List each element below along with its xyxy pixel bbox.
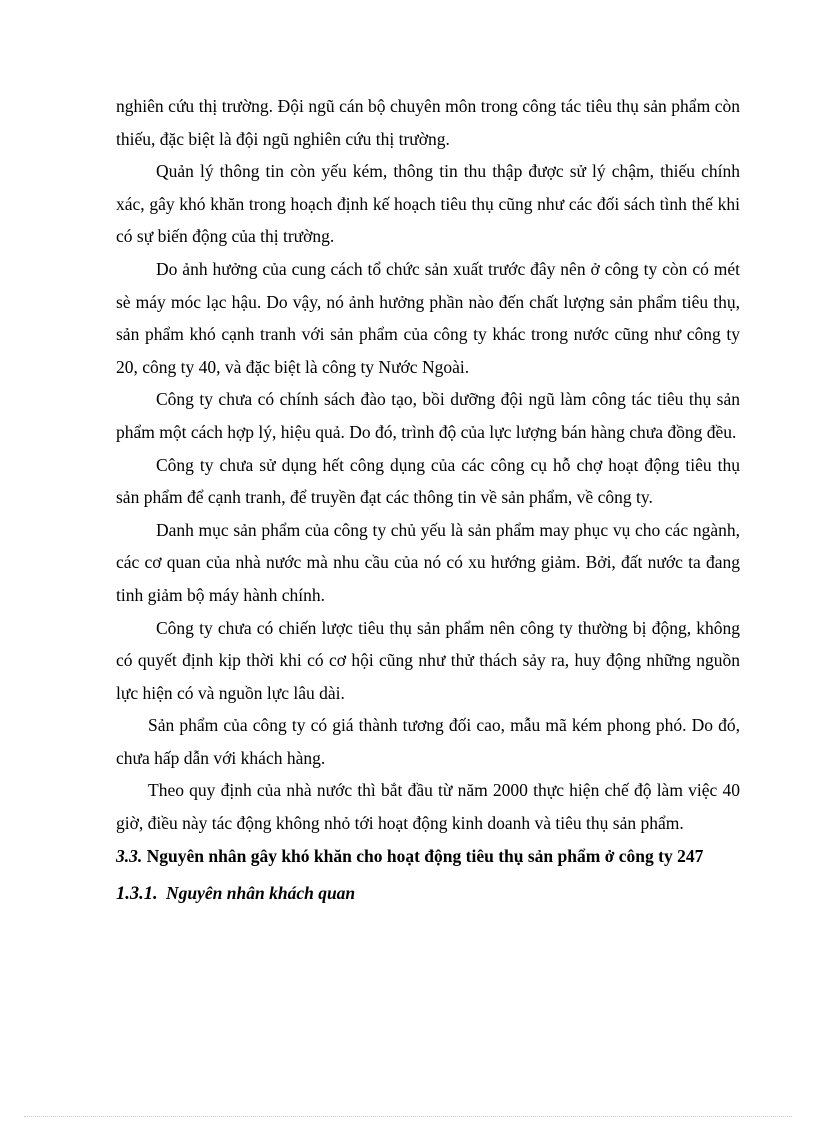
- section-title: Nguyên nhân gây khó khăn cho hoạt động tiêu thụ sản phẩm ở công ty 247: [146, 845, 704, 866]
- section-heading: [116, 840, 740, 873]
- subsection-number: 1.3.1.: [116, 884, 158, 905]
- subsection-title: Nguyên nhân khách quan: [166, 883, 356, 904]
- paragraph-product-price: Sản phẩm của công ty có giá thành tương đối cao, mẫu mã kém phong phó. Do đó, chưa hấp dẫn với khách hàng.: [116, 715, 740, 768]
- paragraph-outdated-machinery: Do ảnh hưởng của cung cách tổ chức sản xuất trước đây nên ở công ty còn có mét sè máy móc lạc hậu. Do vậy, nó ảnh hưởng phần nào đến chất lượng sản phẩm tiêu thụ, sản phẩm khó cạnh tranh với sản phẩm của công ty khác trong nước cũng như công ty 20, công ty 40, và đặc biệt là công ty Nước Ngoài.: [116, 258, 740, 377]
- paragraph-product-portfolio: Danh mục sản phẩm của công ty chủ yếu là sản phẩm may phục vụ cho các ngành, các cơ quan của nhà nước mà nhu cầu của nó có xu hướng giảm. Bởi, đất nước ta đang tinh giảm bộ máy hành chính.: [116, 519, 740, 605]
- paragraph-working-hours: Theo quy định của nhà nước thì bắt đầu từ năm 2000 thực hiện chế độ làm việc 40 giờ, điều này tác động không nhỏ tới hoạt động kinh doanh và tiêu thụ sản phẩm.: [116, 780, 740, 834]
- paragraph-promotion-tools: Công ty chưa sử dụng hết công dụng của các công cụ hỗ chợ hoạt động tiêu thụ sản phẩm để cạnh tranh, để truyền đạt các thông tin về sản phẩm, về công ty.: [116, 454, 740, 508]
- document-body: [116, 90, 740, 909]
- paragraph-staff-training: Công ty chưa có chính sách đào tạo, bồi dưỡng đội ngũ làm công tác tiêu thụ sản phẩm một cách hợp lý, hiệu quả. Do đó, trình độ của lực lượng bán hàng chưa đồng đều.: [116, 389, 740, 442]
- page-bottom-divider: [24, 1116, 792, 1117]
- subsection-heading: [116, 878, 740, 909]
- paragraph-market-research-staff: nghiên cứu thị trường. Đội ngũ cán bộ chuyên môn trong công tác tiêu thụ sản phẩm còn thiếu, đặc biệt là đội ngũ nghiên cứu thị trường.: [116, 96, 740, 149]
- paragraph-information-management: Quản lý thông tin còn yếu kém, thông tin thu thập được sử lý chậm, thiếu chính xác, gây khó khăn trong hoạch định kế hoạch tiêu thụ cũng như các đối sách tình thế khi có sự biến động của thị trường.: [116, 161, 740, 247]
- section-number: 3.3.: [116, 845, 143, 866]
- paragraph-sales-strategy: Công ty chưa có chiến lược tiêu thụ sản phẩm nên công ty thường bị động, không có quyết định kịp thời khi có cơ hội cũng như thử thách sảy ra, huy động những nguồn lực hiện có và nguồn lực lâu dài.: [116, 617, 740, 703]
